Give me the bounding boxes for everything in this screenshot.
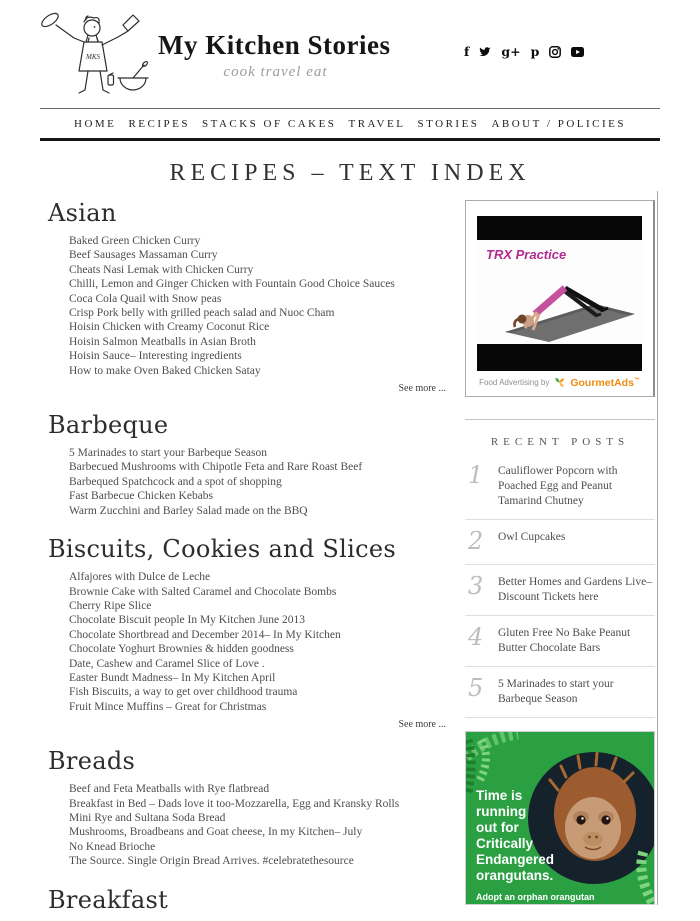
recent-posts-heading: RECENT POSTS xyxy=(490,436,630,448)
see-more-link[interactable]: See more ... xyxy=(398,719,446,731)
gourmetads-brand[interactable]: GourmetAds™ xyxy=(570,376,640,389)
video-screen xyxy=(477,240,642,344)
charity-headline-line: orangutans. xyxy=(476,868,554,884)
recipe-link[interactable]: Beef Sausages Massaman Curry xyxy=(69,249,218,262)
main-nav xyxy=(40,108,660,141)
recipe-link[interactable]: Fast Barbecue Chicken Kebabs xyxy=(69,490,214,503)
recipe-link[interactable]: Coca Cola Quail with Snow peas xyxy=(69,292,222,305)
charity-headline-line: running xyxy=(476,804,527,820)
post-number: 5 xyxy=(468,674,484,703)
page-title: RECIPES – TEXT INDEX xyxy=(169,160,531,186)
recipe-link[interactable]: Fruit Mince Muffins – Great for Christmas xyxy=(69,700,267,713)
recipe-link[interactable]: 5 Marinades to start your Barbeque Season xyxy=(69,447,268,460)
see-more-link[interactable]: See more ... xyxy=(398,383,446,395)
recipe-link[interactable]: How to make Oven Baked Chicken Satay xyxy=(69,364,261,377)
logo-link[interactable] xyxy=(36,8,154,110)
recipe-link[interactable]: Baked Green Chicken Curry xyxy=(69,235,201,247)
category-heading: Breads xyxy=(48,747,136,776)
recipe-link[interactable]: Hoisin Salmon Meatballs in Asian Broth xyxy=(69,335,256,348)
video-letterbox-top xyxy=(477,216,642,240)
charity-subtext: Adopt an orphan orangutan xyxy=(476,892,595,903)
recipe-link[interactable]: Brownie Cake with Salted Caramel and Chocolate Bombs xyxy=(69,585,337,598)
recipe-link[interactable]: Warm Zucchini and Barley Salad made on the BBQ xyxy=(69,504,308,517)
video-letterbox-bottom xyxy=(477,344,642,371)
nav-item[interactable]: STACKS OF CAKES xyxy=(202,118,337,130)
recipe-link[interactable]: Barbecued Mushrooms with Chipotle Feta and Rare Roast Beef xyxy=(69,461,363,474)
exercise-figure-illustration xyxy=(477,274,642,344)
recipe-link[interactable]: Chocolate Biscuit people In My Kitchen June 2013 xyxy=(69,614,306,627)
recent-posts-widget xyxy=(465,419,655,718)
post-link[interactable]: Gluten Free No Bake Peanut Butter Chocolate Bars xyxy=(498,627,631,655)
twitter-icon[interactable] xyxy=(479,47,491,57)
trademark-symbol: ™ xyxy=(633,377,640,383)
post-link[interactable]: Owl Cupcakes xyxy=(498,531,566,543)
recent-posts-list xyxy=(465,454,655,718)
ad-attribution xyxy=(477,374,642,391)
recipe-link[interactable]: The Source. Single Origin Bread Arrives. #celebratethesource xyxy=(69,855,354,868)
nav-item[interactable]: STORIES xyxy=(417,118,480,130)
orangutan-ad-artwork xyxy=(466,732,654,904)
category-barbeque xyxy=(48,411,460,518)
category-heading: Biscuits, Cookies and Slices xyxy=(48,535,396,564)
site-header xyxy=(0,0,700,108)
recipe-link[interactable]: Date, Cashew and Caramel Slice of Love . xyxy=(69,657,265,670)
recipe-link[interactable]: Breakfast in Bed – Dads love it too-Mozzarella, Egg and Kransky Rolls xyxy=(69,797,400,810)
recipe-link[interactable]: Easter Bundt Madness– In My Kitchen April xyxy=(69,671,276,684)
category-biscuits-cookies-slices xyxy=(48,535,460,730)
recipe-link[interactable]: No Knead Brioche xyxy=(69,840,156,853)
recipe-link[interactable]: Hoisin Sauce– Interesting ingredients xyxy=(69,350,242,363)
video-ad-title: TRX Practice xyxy=(486,247,567,262)
main-layout xyxy=(48,191,658,921)
nav-item[interactable]: ABOUT / POLICIES xyxy=(491,118,626,130)
recipe-link[interactable]: Mushrooms, Broadbeans and Goat cheese, In my Kitchen– July xyxy=(69,826,363,839)
recipe-list xyxy=(48,234,460,378)
site-title-block xyxy=(158,30,393,81)
recipe-link[interactable]: Beef and Feta Meatballs with Rye flatbread xyxy=(69,783,270,796)
youtube-icon[interactable] xyxy=(571,47,584,57)
recipe-link[interactable]: Crisp Pork belly with grilled peach salad and Nuoc Cham xyxy=(69,307,335,320)
facebook-icon[interactable]: f xyxy=(464,44,470,59)
recipe-link[interactable]: Hoisin Chicken with Creamy Coconut Rice xyxy=(69,321,270,334)
recipe-link[interactable]: Cheats Nasi Lemak with Chicken Curry xyxy=(69,263,254,276)
video-player[interactable] xyxy=(477,216,642,371)
post-link[interactable]: 5 Marinades to start your Barbeque Season xyxy=(498,678,614,706)
site-title[interactable]: My Kitchen Stories xyxy=(158,30,391,60)
ad-attribution-text: Food Advertising by xyxy=(479,378,550,387)
post-number: 3 xyxy=(468,572,484,601)
post-link[interactable]: Better Homes and Gardens Live– Discount Tickets here xyxy=(498,576,652,604)
recipe-link[interactable]: Fish Biscuits, a way to get over childhood trauma xyxy=(69,686,298,699)
recent-post-row xyxy=(465,616,655,667)
category-heading: Barbeque xyxy=(48,411,169,440)
recipe-list xyxy=(48,446,460,518)
charity-headline-line: Critically xyxy=(476,836,534,852)
chef-sketch-illustration xyxy=(36,8,154,105)
recipe-link[interactable]: Chocolate Yoghurt Brownies & hidden goodness xyxy=(69,643,294,656)
nav-item[interactable]: RECIPES xyxy=(128,118,190,130)
category-breakfast xyxy=(48,886,460,914)
recent-post-row xyxy=(465,520,655,565)
gourmetads-leaf-icon xyxy=(554,377,565,388)
nav-item[interactable]: HOME xyxy=(74,118,117,130)
recipe-link[interactable]: Barbequed Spatchcock and a spot of shopping xyxy=(69,475,282,488)
recipe-link[interactable]: Chilli, Lemon and Ginger Chicken with Fountain Good Choice Sauces xyxy=(69,278,395,291)
recent-post-row xyxy=(465,667,655,718)
recent-post-row xyxy=(465,565,655,616)
recipe-link[interactable]: Mini Rye and Sultana Soda Bread xyxy=(69,811,226,824)
category-breads xyxy=(48,747,460,868)
logo-monogram: MKS xyxy=(86,53,100,61)
recipe-list xyxy=(48,782,460,868)
social-links xyxy=(464,46,584,59)
post-link[interactable]: Cauliflower Popcorn with Poached Egg and Peanut Tamarind Chutney xyxy=(498,465,618,507)
category-heading: Breakfast xyxy=(48,885,169,914)
recipe-link[interactable]: Alfajores with Dulce de Leche xyxy=(69,571,211,584)
orangutan-charity-ad[interactable] xyxy=(465,731,655,905)
charity-headline-line: Endangered xyxy=(476,852,555,868)
recipe-index xyxy=(48,191,460,921)
post-number: 4 xyxy=(468,623,484,652)
recipe-link[interactable]: Chocolate Shortbread and December 2014– In My Kitchen xyxy=(69,628,341,641)
video-ad[interactable] xyxy=(465,200,655,397)
site-tagline: cook travel eat xyxy=(223,64,328,80)
category-heading: Asian xyxy=(48,199,117,227)
recipe-list xyxy=(48,570,460,714)
category-asian xyxy=(48,199,460,394)
charity-headline-line: Time is xyxy=(476,788,523,804)
recent-post-row xyxy=(465,454,655,520)
recipe-link[interactable]: Cherry Ripe Slice xyxy=(69,599,152,612)
sidebar xyxy=(465,191,658,905)
pinterest-icon[interactable]: p xyxy=(530,44,540,59)
nav-item[interactable]: TRAVEL xyxy=(348,118,406,130)
post-number: 2 xyxy=(468,527,484,555)
instagram-icon[interactable] xyxy=(549,46,561,58)
googleplus-icon[interactable]: g+ xyxy=(501,44,521,59)
post-number: 1 xyxy=(468,461,484,489)
charity-headline-line: out for xyxy=(476,820,519,836)
